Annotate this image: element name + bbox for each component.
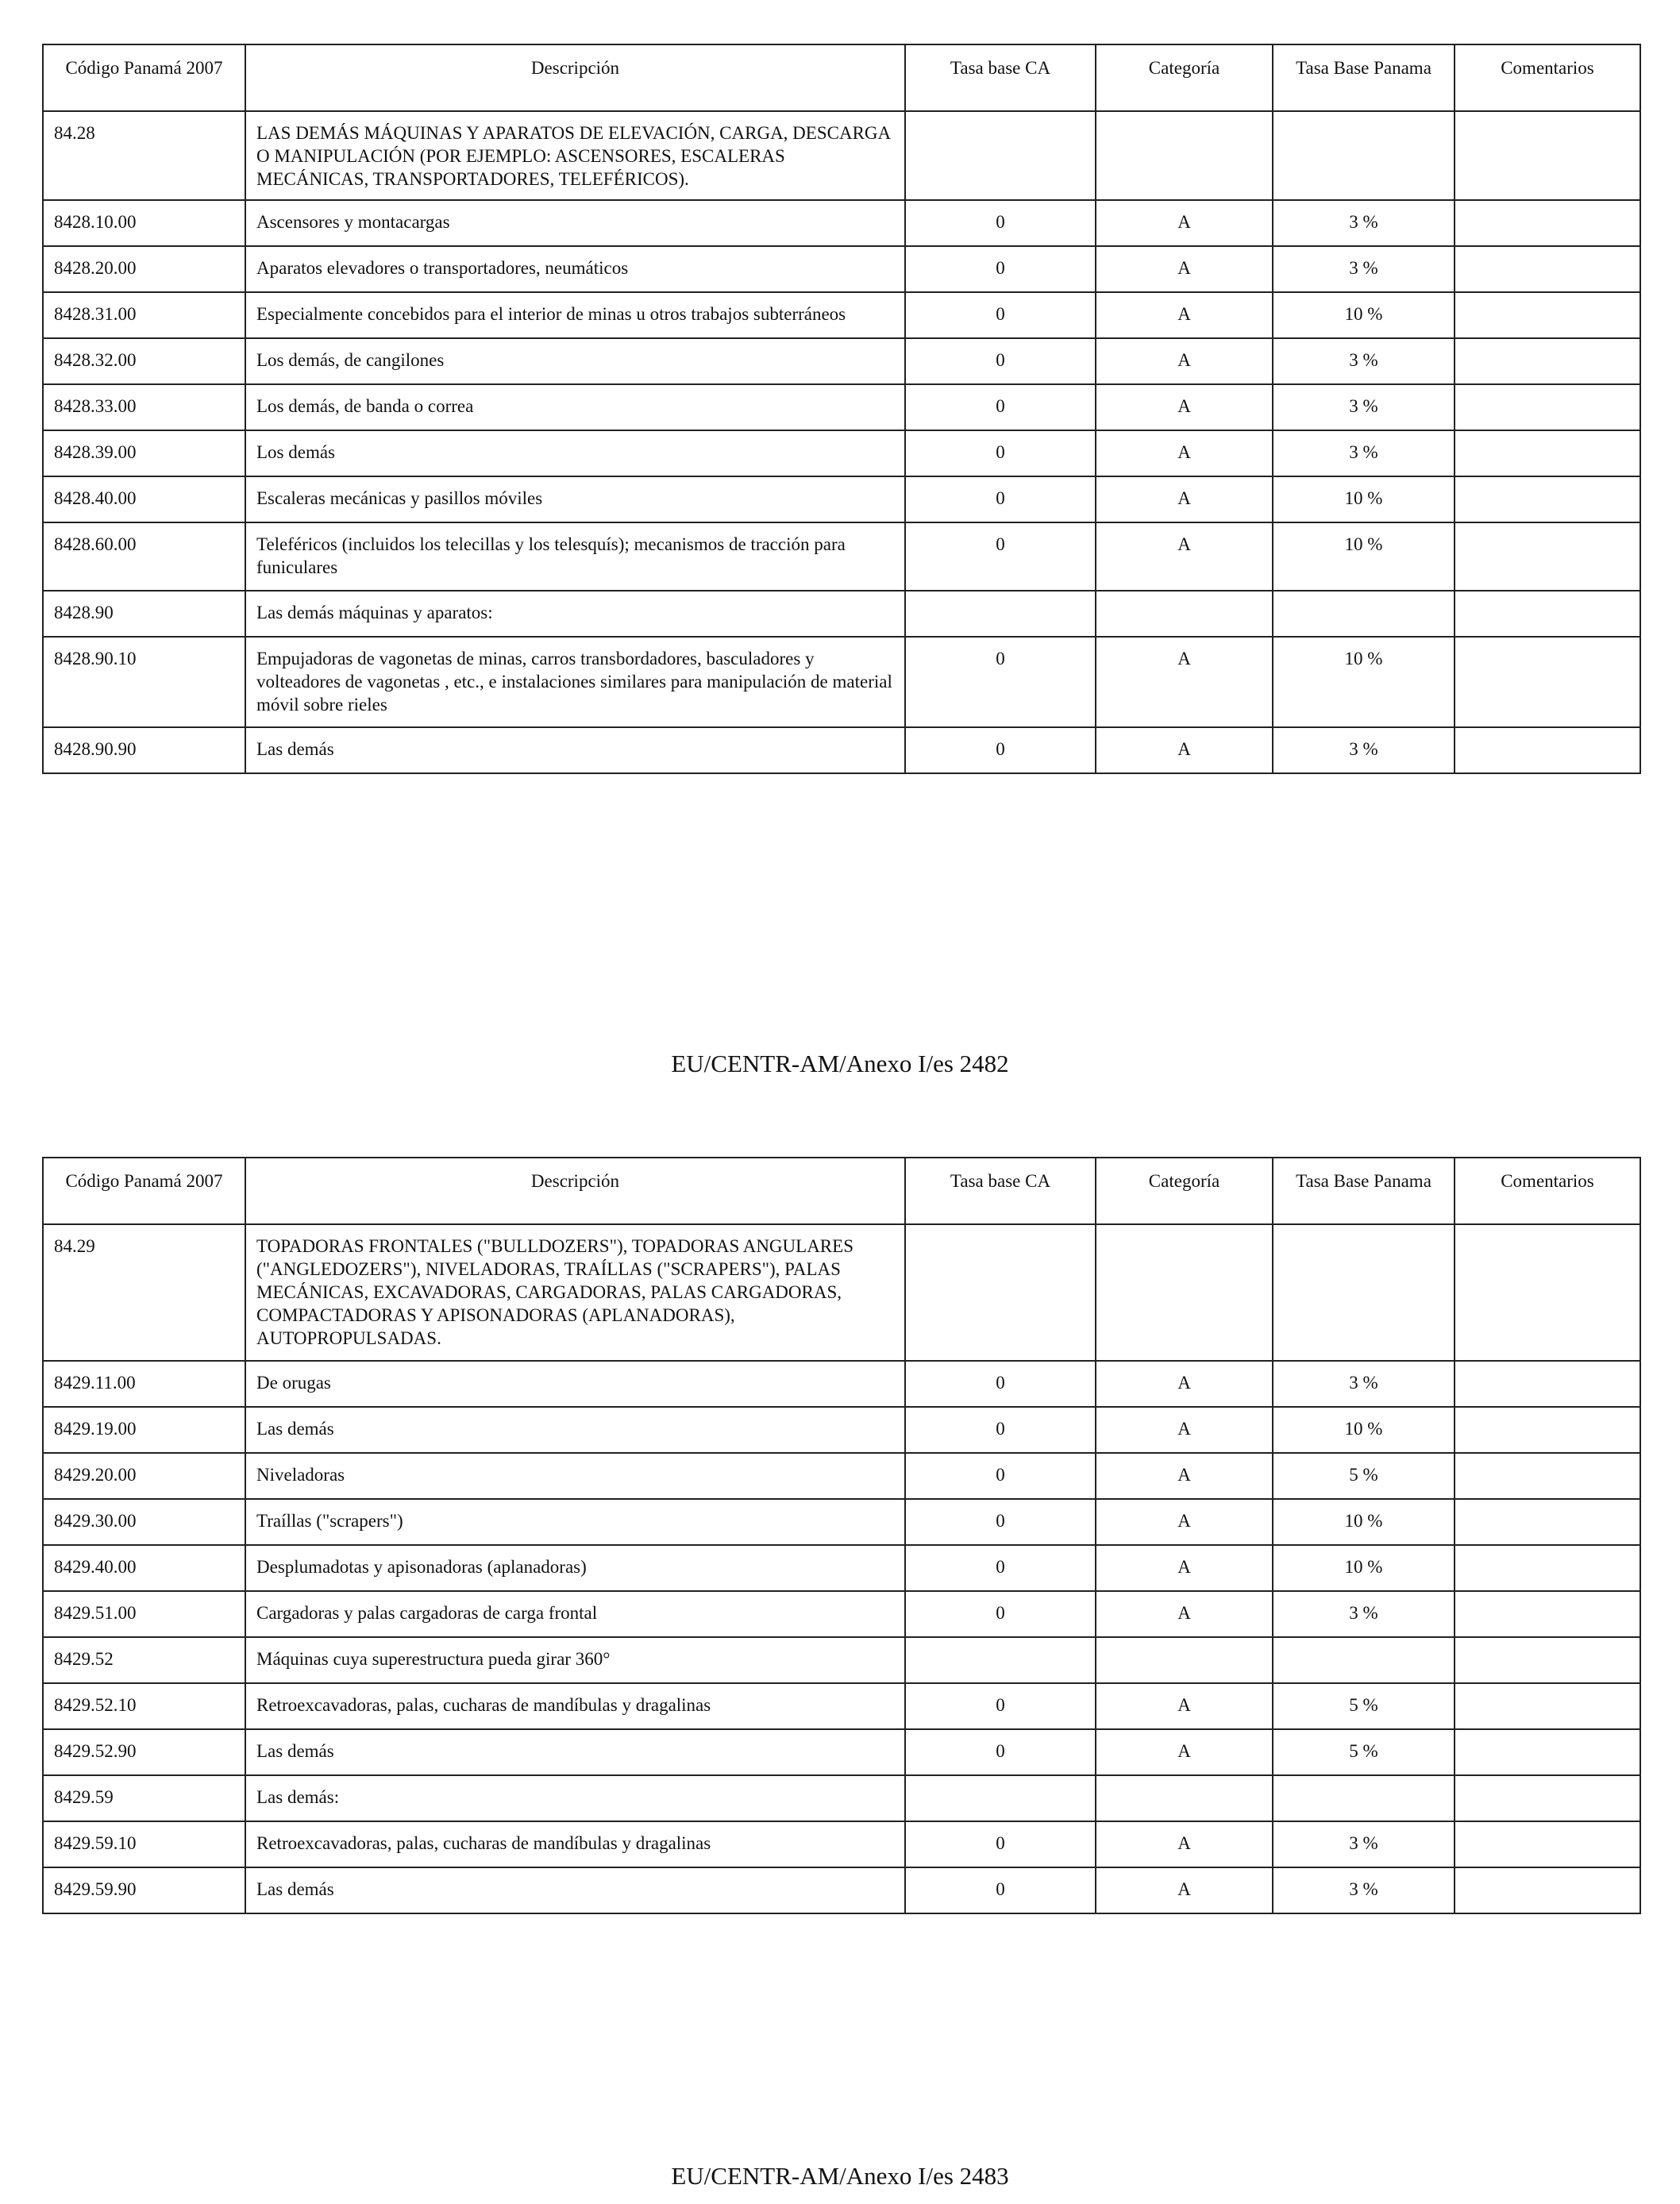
cell-category: A xyxy=(1096,476,1273,522)
table-row xyxy=(43,1453,1640,1499)
cell-rate-ca xyxy=(905,1637,1096,1683)
cell-category: A xyxy=(1096,292,1273,338)
table-row xyxy=(43,200,1640,246)
cell-category: A xyxy=(1096,1821,1273,1867)
cell-comments xyxy=(1455,1499,1640,1545)
cell-comments xyxy=(1455,338,1640,384)
cell-comments xyxy=(1455,591,1640,637)
cell-category: A xyxy=(1096,1453,1273,1499)
cell-code: 8429.59.90 xyxy=(43,1867,245,1913)
cell-rate-ca: 0 xyxy=(905,1591,1096,1637)
cell-code: 8428.60.00 xyxy=(43,522,245,591)
cell-rate-ca: 0 xyxy=(905,1729,1096,1775)
cell-description: Especialmente concebidos para el interior de minas u otros trabajos subterráneos xyxy=(245,292,905,338)
cell-description: Máquinas cuya superestructura pueda girar 360° xyxy=(245,1637,905,1683)
cell-comments xyxy=(1455,637,1640,727)
cell-rate-panama: 3 % xyxy=(1273,1361,1455,1407)
cell-code: 8429.40.00 xyxy=(43,1545,245,1591)
cell-description: Empujadoras de vagonetas de minas, carros transbordadores, basculadores y volteadores de vagonetas , etc., e instalaciones similares para manipulación de material móvil sobre rieles xyxy=(245,637,905,727)
cell-description: Retroexcavadoras, palas, cucharas de mandíbulas y dragalinas xyxy=(245,1683,905,1729)
cell-category xyxy=(1096,1224,1273,1361)
table-row xyxy=(43,338,1640,384)
cell-code: 8429.11.00 xyxy=(43,1361,245,1407)
table-row xyxy=(43,1591,1640,1637)
cell-description: Desplumadotas y apisonadoras (aplanadoras) xyxy=(245,1545,905,1591)
cell-comments xyxy=(1455,246,1640,292)
cell-rate-ca: 0 xyxy=(905,1545,1096,1591)
cell-code: 8429.52.10 xyxy=(43,1683,245,1729)
cell-description: Traíllas ("scrapers") xyxy=(245,1499,905,1545)
cell-comments xyxy=(1455,1821,1640,1867)
cell-category: A xyxy=(1096,1683,1273,1729)
cell-rate-panama: 10 % xyxy=(1273,292,1455,338)
table-row xyxy=(43,292,1640,338)
cell-rate-ca xyxy=(905,591,1096,637)
cell-rate-panama: 3 % xyxy=(1273,430,1455,476)
header-rate-panama: Tasa Base Panama xyxy=(1273,1158,1455,1224)
tariff-table-84-28 xyxy=(42,44,1641,774)
cell-description: Las demás: xyxy=(245,1775,905,1821)
cell-comments xyxy=(1455,1591,1640,1637)
cell-category: A xyxy=(1096,1591,1273,1637)
page-footer-2483: EU/CENTR-AM/Anexo I/es 2483 xyxy=(671,2162,1009,2190)
cell-comments xyxy=(1455,292,1640,338)
cell-code: 8429.52 xyxy=(43,1637,245,1683)
table-row xyxy=(43,111,1640,200)
cell-description: TOPADORAS FRONTALES ("BULLDOZERS"), TOPADORAS ANGULARES ("ANGLEDOZERS"), NIVELADORAS, TRAÍLLAS ("SCRAPERS"), PALAS MECÁNICAS, EXCAVADORAS, CARGADORAS, PALAS CARGADORAS, COMPACTADORAS Y APISONADORAS (APLANADORAS), AUTOPROPULSADAS. xyxy=(245,1224,905,1361)
cell-description: Retroexcavadoras, palas, cucharas de mandíbulas y dragalinas xyxy=(245,1821,905,1867)
cell-rate-panama xyxy=(1273,1637,1455,1683)
cell-comments xyxy=(1455,111,1640,200)
cell-category: A xyxy=(1096,430,1273,476)
cell-category: A xyxy=(1096,384,1273,430)
cell-rate-ca: 0 xyxy=(905,1821,1096,1867)
cell-comments xyxy=(1455,430,1640,476)
cell-rate-ca: 0 xyxy=(905,1361,1096,1407)
cell-comments xyxy=(1455,727,1640,773)
table-row xyxy=(43,1637,1640,1683)
table-row xyxy=(43,384,1640,430)
table-row xyxy=(43,1683,1640,1729)
cell-description: Las demás xyxy=(245,727,905,773)
cell-rate-panama: 3 % xyxy=(1273,1821,1455,1867)
cell-rate-ca: 0 xyxy=(905,727,1096,773)
cell-rate-panama: 3 % xyxy=(1273,1591,1455,1637)
cell-comments xyxy=(1455,1775,1640,1821)
cell-rate-ca xyxy=(905,1775,1096,1821)
cell-category: A xyxy=(1096,522,1273,591)
cell-code: 8428.90 xyxy=(43,591,245,637)
header-code: Código Panamá 2007 xyxy=(43,1158,245,1224)
cell-description: Niveladoras xyxy=(245,1453,905,1499)
header-rate-ca: Tasa base CA xyxy=(905,44,1096,111)
table-row xyxy=(43,1821,1640,1867)
cell-rate-ca: 0 xyxy=(905,637,1096,727)
cell-comments xyxy=(1455,1224,1640,1361)
cell-category: A xyxy=(1096,1867,1273,1913)
cell-code: 8428.10.00 xyxy=(43,200,245,246)
cell-comments xyxy=(1455,1637,1640,1683)
table-row xyxy=(43,1224,1640,1361)
cell-description: Las demás xyxy=(245,1867,905,1913)
cell-code: 8428.39.00 xyxy=(43,430,245,476)
cell-description: Las demás xyxy=(245,1729,905,1775)
table-row xyxy=(43,727,1640,773)
header-category: Categoría xyxy=(1096,44,1273,111)
cell-description: Las demás xyxy=(245,1407,905,1453)
cell-rate-panama: 3 % xyxy=(1273,200,1455,246)
cell-comments xyxy=(1455,1729,1640,1775)
cell-rate-panama: 5 % xyxy=(1273,1683,1455,1729)
cell-rate-ca: 0 xyxy=(905,1683,1096,1729)
cell-rate-ca: 0 xyxy=(905,522,1096,591)
cell-comments xyxy=(1455,1453,1640,1499)
cell-rate-panama: 10 % xyxy=(1273,1499,1455,1545)
cell-rate-ca xyxy=(905,1224,1096,1361)
cell-description: Los demás, de cangilones xyxy=(245,338,905,384)
cell-rate-panama: 10 % xyxy=(1273,637,1455,727)
cell-category xyxy=(1096,111,1273,200)
cell-comments xyxy=(1455,1683,1640,1729)
cell-rate-panama xyxy=(1273,111,1455,200)
cell-category: A xyxy=(1096,1545,1273,1591)
cell-rate-panama xyxy=(1273,1775,1455,1821)
cell-rate-panama: 3 % xyxy=(1273,338,1455,384)
cell-category: A xyxy=(1096,637,1273,727)
cell-rate-panama xyxy=(1273,591,1455,637)
cell-code: 8429.59.10 xyxy=(43,1821,245,1867)
cell-code: 8429.52.90 xyxy=(43,1729,245,1775)
cell-rate-ca: 0 xyxy=(905,338,1096,384)
cell-category: A xyxy=(1096,727,1273,773)
cell-category: A xyxy=(1096,1361,1273,1407)
cell-description: LAS DEMÁS MÁQUINAS Y APARATOS DE ELEVACIÓN, CARGA, DESCARGA O MANIPULACIÓN (POR EJEMPLO: ASCENSORES, ESCALERAS MECÁNICAS, TRANSPORTADORES, TELEFÉRICOS). xyxy=(245,111,905,200)
cell-description: Escaleras mecánicas y pasillos móviles xyxy=(245,476,905,522)
header-description: Descripción xyxy=(245,44,905,111)
cell-rate-panama: 3 % xyxy=(1273,384,1455,430)
table-header-row xyxy=(43,1158,1640,1224)
cell-comments xyxy=(1455,522,1640,591)
cell-code: 8429.30.00 xyxy=(43,1499,245,1545)
header-category: Categoría xyxy=(1096,1158,1273,1224)
cell-rate-panama: 10 % xyxy=(1273,476,1455,522)
table-row xyxy=(43,1545,1640,1591)
cell-category: A xyxy=(1096,1499,1273,1545)
cell-comments xyxy=(1455,1867,1640,1913)
table-row xyxy=(43,246,1640,292)
cell-rate-ca: 0 xyxy=(905,200,1096,246)
header-comments: Comentarios xyxy=(1455,44,1640,111)
cell-rate-panama: 10 % xyxy=(1273,1407,1455,1453)
cell-description: Teleféricos (incluidos los telecillas y los telesquís); mecanismos de tracción para funiculares xyxy=(245,522,905,591)
cell-rate-panama: 3 % xyxy=(1273,246,1455,292)
table-header-row xyxy=(43,44,1640,111)
cell-code: 8428.20.00 xyxy=(43,246,245,292)
cell-rate-ca: 0 xyxy=(905,430,1096,476)
cell-rate-ca: 0 xyxy=(905,476,1096,522)
cell-category: A xyxy=(1096,200,1273,246)
cell-code: 8429.20.00 xyxy=(43,1453,245,1499)
cell-rate-ca xyxy=(905,111,1096,200)
cell-rate-panama: 5 % xyxy=(1273,1729,1455,1775)
table-row xyxy=(43,1499,1640,1545)
cell-comments xyxy=(1455,1545,1640,1591)
cell-code: 8429.19.00 xyxy=(43,1407,245,1453)
cell-description: Las demás máquinas y aparatos: xyxy=(245,591,905,637)
tariff-table-84-29 xyxy=(42,1157,1641,1914)
table-row xyxy=(43,1407,1640,1453)
cell-code: 8429.59 xyxy=(43,1775,245,1821)
header-description: Descripción xyxy=(245,1158,905,1224)
cell-code: 84.29 xyxy=(43,1224,245,1361)
page-footer-2482: EU/CENTR-AM/Anexo I/es 2482 xyxy=(671,1050,1009,1077)
table-row xyxy=(43,637,1640,727)
cell-rate-ca: 0 xyxy=(905,246,1096,292)
table-body xyxy=(43,1224,1640,1913)
cell-comments xyxy=(1455,1407,1640,1453)
cell-rate-panama: 10 % xyxy=(1273,1545,1455,1591)
cell-rate-panama: 3 % xyxy=(1273,727,1455,773)
cell-comments xyxy=(1455,1361,1640,1407)
cell-comments xyxy=(1455,200,1640,246)
table-body xyxy=(43,111,1640,773)
cell-comments xyxy=(1455,384,1640,430)
cell-category: A xyxy=(1096,1729,1273,1775)
cell-category: A xyxy=(1096,246,1273,292)
cell-code: 84.28 xyxy=(43,111,245,200)
table-row xyxy=(43,1775,1640,1821)
cell-rate-ca: 0 xyxy=(905,384,1096,430)
cell-description: De orugas xyxy=(245,1361,905,1407)
cell-code: 8428.40.00 xyxy=(43,476,245,522)
table-row xyxy=(43,1361,1640,1407)
table-row xyxy=(43,591,1640,637)
cell-category xyxy=(1096,1637,1273,1683)
cell-rate-ca: 0 xyxy=(905,1453,1096,1499)
table-row xyxy=(43,522,1640,591)
cell-code: 8428.90.90 xyxy=(43,727,245,773)
cell-description: Los demás xyxy=(245,430,905,476)
table-row xyxy=(43,430,1640,476)
cell-category xyxy=(1096,591,1273,637)
cell-rate-ca: 0 xyxy=(905,1867,1096,1913)
cell-code: 8428.90.10 xyxy=(43,637,245,727)
header-comments: Comentarios xyxy=(1455,1158,1640,1224)
header-rate-ca: Tasa base CA xyxy=(905,1158,1096,1224)
cell-comments xyxy=(1455,476,1640,522)
cell-rate-ca: 0 xyxy=(905,1499,1096,1545)
cell-category: A xyxy=(1096,1407,1273,1453)
table-row xyxy=(43,1867,1640,1913)
cell-code: 8428.33.00 xyxy=(43,384,245,430)
cell-rate-panama: 10 % xyxy=(1273,522,1455,591)
cell-description: Cargadoras y palas cargadoras de carga frontal xyxy=(245,1591,905,1637)
header-rate-panama: Tasa Base Panama xyxy=(1273,44,1455,111)
cell-code: 8428.31.00 xyxy=(43,292,245,338)
cell-description: Aparatos elevadores o transportadores, neumáticos xyxy=(245,246,905,292)
cell-rate-panama: 5 % xyxy=(1273,1453,1455,1499)
cell-rate-panama: 3 % xyxy=(1273,1867,1455,1913)
cell-rate-ca: 0 xyxy=(905,292,1096,338)
cell-category xyxy=(1096,1775,1273,1821)
table-row xyxy=(43,1729,1640,1775)
cell-rate-panama xyxy=(1273,1224,1455,1361)
table-row xyxy=(43,476,1640,522)
cell-description: Los demás, de banda o correa xyxy=(245,384,905,430)
cell-code: 8429.51.00 xyxy=(43,1591,245,1637)
cell-code: 8428.32.00 xyxy=(43,338,245,384)
cell-description: Ascensores y montacargas xyxy=(245,200,905,246)
cell-category: A xyxy=(1096,338,1273,384)
cell-rate-ca: 0 xyxy=(905,1407,1096,1453)
header-code: Código Panamá 2007 xyxy=(43,44,245,111)
